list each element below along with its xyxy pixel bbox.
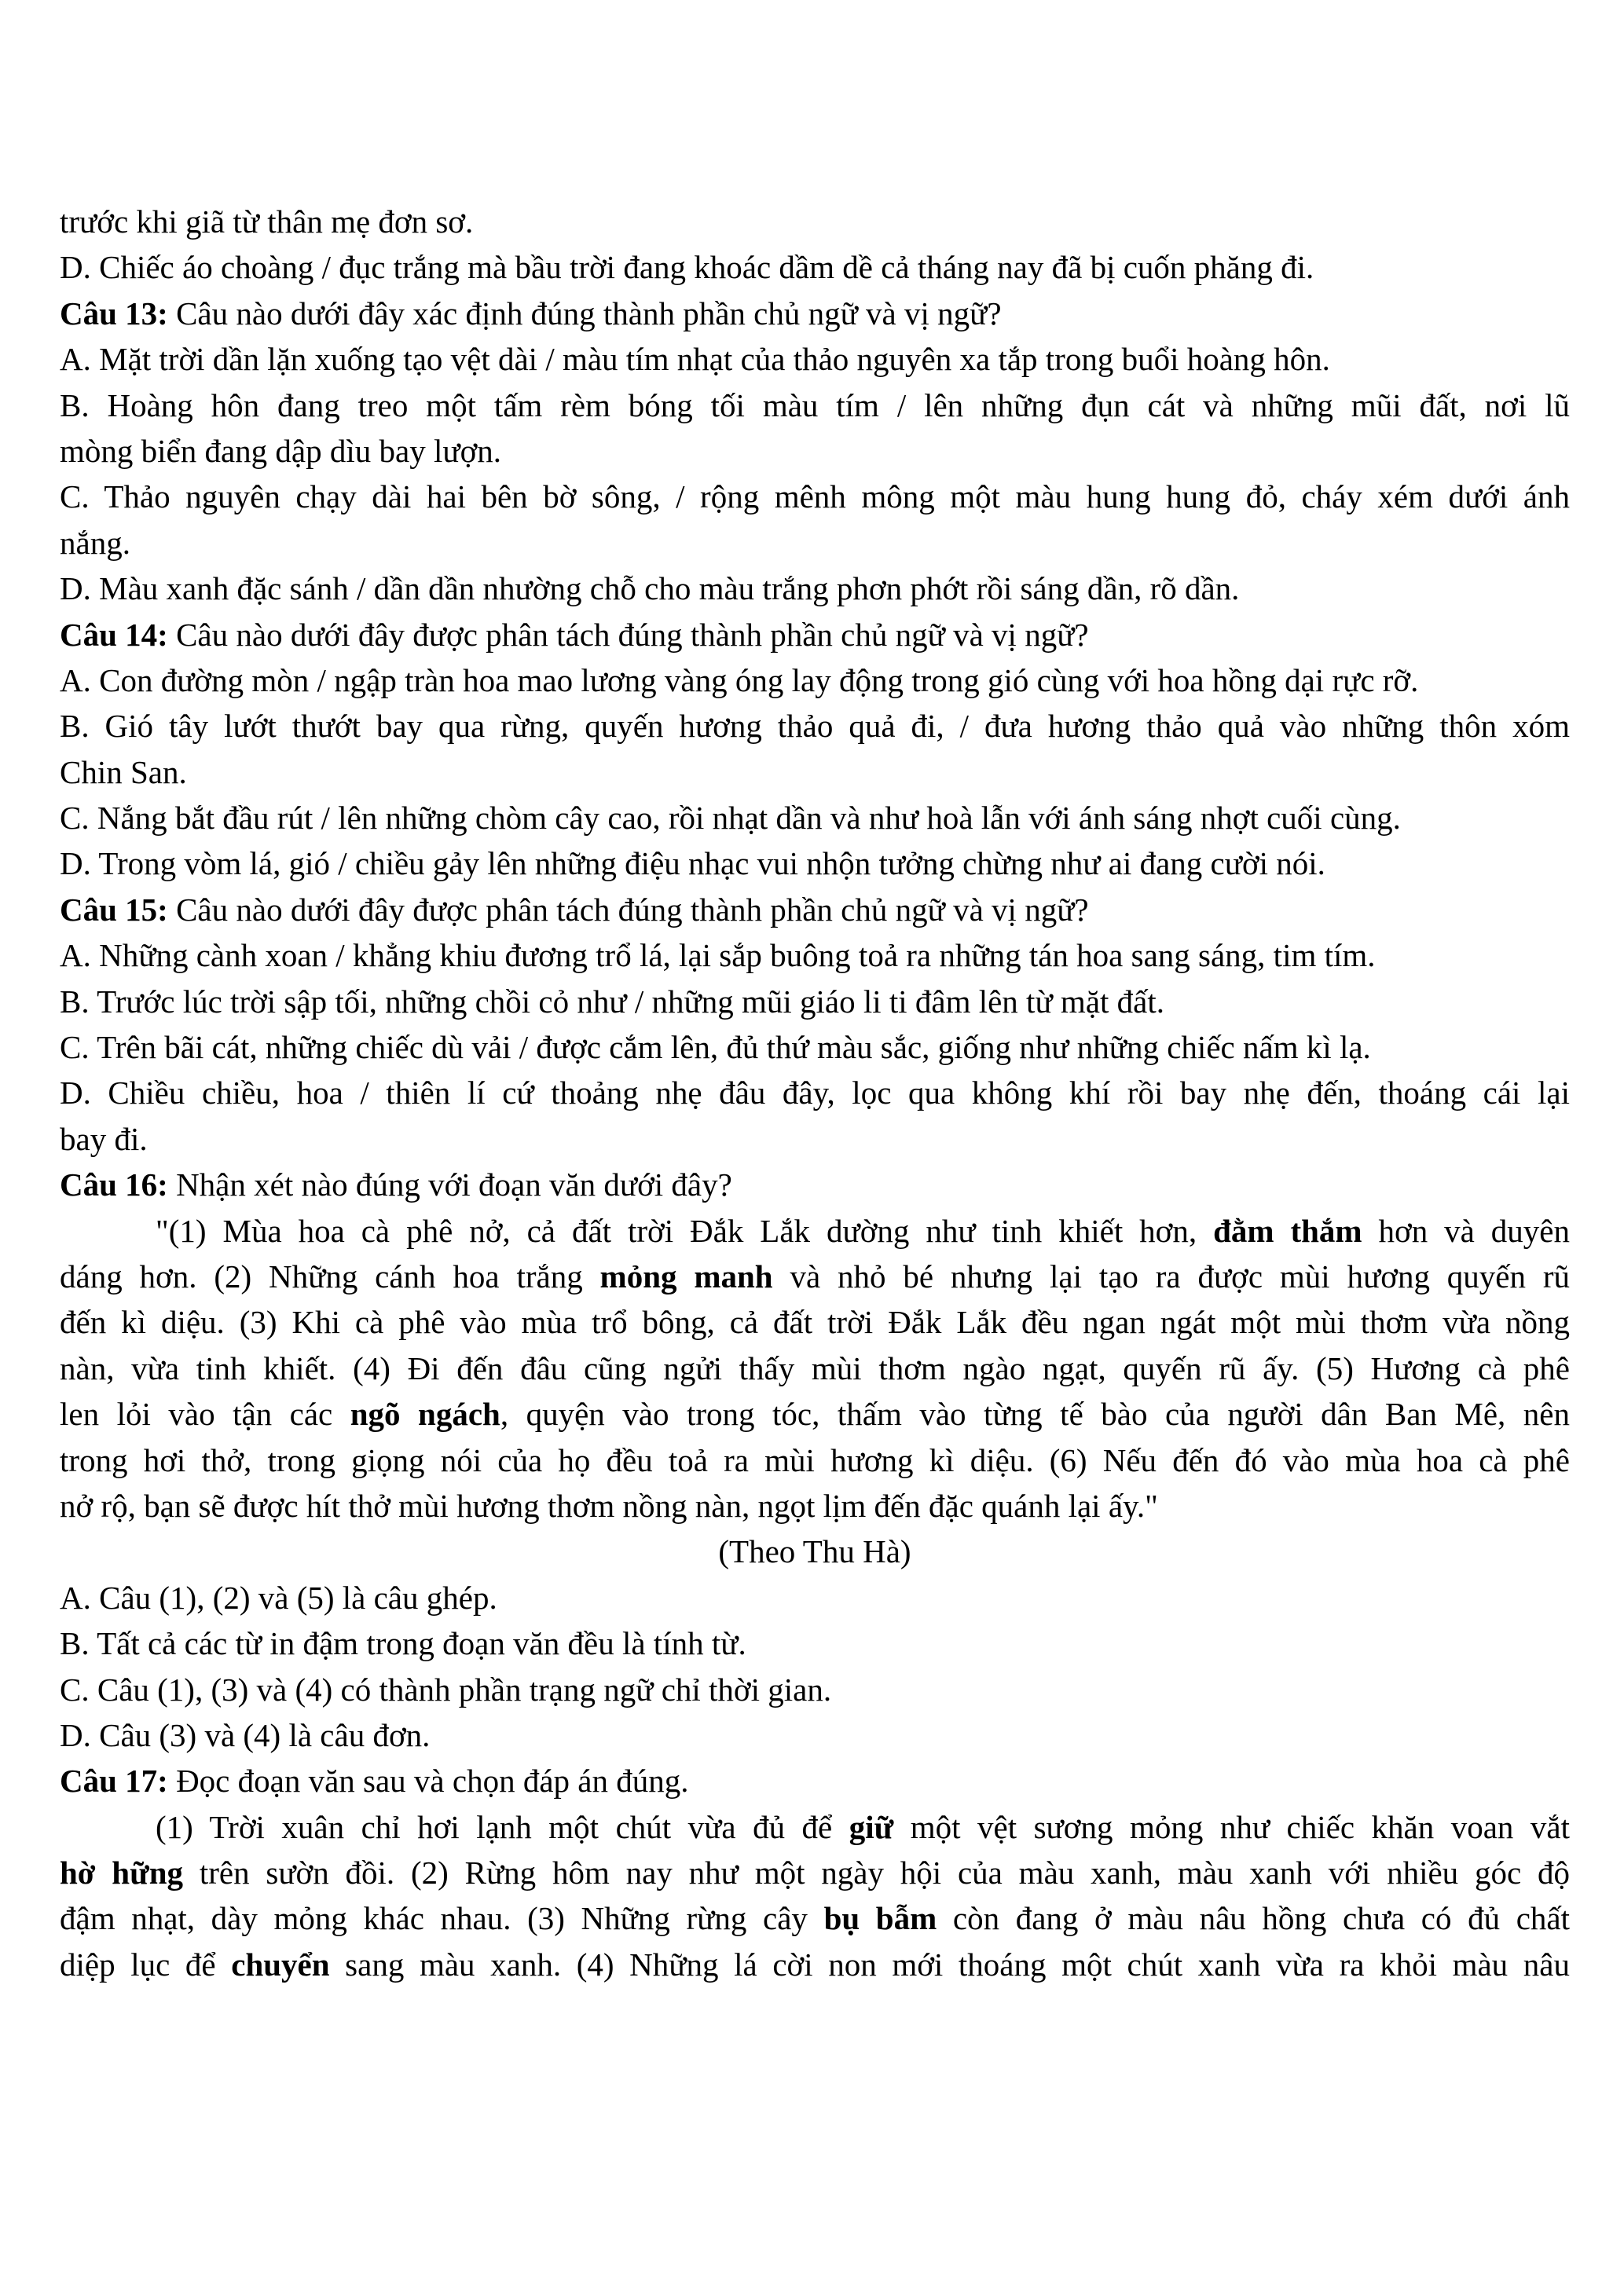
option-paragraph (60, 1024, 1570, 1070)
text-line (60, 383, 1570, 428)
text-line (60, 1116, 1570, 1162)
text: nàn, vừa tinh khiết. (4) Đi đến đâu cũng ngửi thấy mùi thơm ngào ngạt, quyến rũ ấy. (5) Hương cà phê (60, 1349, 1570, 1386)
text: đậm nhạt, dày mỏng khác nhau. (3) Những rừng cây (60, 1900, 824, 1937)
text-line (60, 979, 1570, 1024)
text-line (60, 887, 1570, 932)
question-paragraph (60, 887, 1570, 932)
text: Chin San. (60, 753, 187, 790)
text: C. Trên bãi cát, những chiếc dù vải / được cắm lên, đủ thứ màu sắc, giống như những chiếc nấm kì lạ. (60, 1029, 1371, 1066)
text-line (60, 1162, 1570, 1207)
text: B. Tất cả các từ in đậm trong đoạn văn đều là tính từ. (60, 1625, 746, 1662)
bold-text: Câu 14: (60, 616, 168, 653)
text: Câu nào dưới đây xác định đúng thành phần chủ ngữ và vị ngữ? (167, 295, 1002, 331)
text: A. Mặt trời dần lặn xuống tạo vệt dài / màu tím nhạt của thảo nguyên xa tắp trong buổi hoàng hôn. (60, 341, 1330, 378)
text-line (60, 474, 1570, 519)
option-paragraph (60, 657, 1570, 703)
text: D. Trong vòm lá, gió / chiều gảy lên những điệu nhạc vui nhộn tưởng chừng như ai đang cười nói. (60, 845, 1325, 882)
option-paragraph (60, 1667, 1570, 1712)
bold-text: Câu 16: (60, 1166, 168, 1203)
text-line (60, 612, 1570, 657)
text-line (60, 520, 1570, 566)
text: và nhỏ bé nhưng lại tạo ra được mùi hương quyến rũ (772, 1258, 1570, 1294)
bold-text: đằm thắm (1213, 1212, 1362, 1249)
bold-text: chuyển (231, 1946, 330, 1983)
passage-paragraph (60, 1208, 1570, 1529)
text: "(1) Mùa hoa cà phê nở, cả đất trời Đắk Lắk dường như tinh khiết hơn, (156, 1212, 1214, 1249)
text: A. Câu (1), (2) và (5) là câu ghép. (60, 1579, 497, 1616)
text: D. Chiếc áo choàng / đục trắng mà bầu trời đang khoác dầm dề cả tháng nay đã bị cuốn phăng đi. (60, 249, 1314, 286)
text: , quyện vào trong tóc, thấm vào từng tế bào của người dân Ban Mê, nên (500, 1396, 1570, 1433)
text-line (60, 244, 1570, 290)
text-line (60, 1070, 1570, 1115)
text: hơn và duyên (1362, 1212, 1570, 1249)
question-paragraph (60, 612, 1570, 657)
option-paragraph (60, 566, 1570, 611)
text-line (60, 336, 1570, 382)
text-line (60, 1208, 1570, 1254)
option-paragraph (60, 383, 1570, 474)
text: len lỏi vào tận các (60, 1396, 350, 1433)
text: B. Gió tây lướt thướt bay qua rừng, quyến hương thảo quả đi, / đưa hương thảo quả vào những thôn xóm (60, 708, 1570, 745)
text: đến kì diệu. (3) Khi cà phê vào mùa trổ bông, cả đất trời Đắk Lắk đều ngan ngát một mùi thơm vừa nồng (60, 1304, 1570, 1341)
option-paragraph (60, 199, 1570, 244)
bold-text: mỏng manh (599, 1258, 773, 1294)
text-line (60, 1667, 1570, 1712)
text-line (60, 566, 1570, 611)
text-line (60, 1391, 1570, 1437)
option-paragraph (60, 703, 1570, 795)
text-line (60, 1299, 1570, 1345)
bold-text: Câu 13: (60, 295, 168, 331)
text: bay đi. (60, 1120, 148, 1157)
text-line (60, 1804, 1570, 1850)
text: (Theo Thu Hà) (718, 1533, 911, 1570)
text: còn đang ở màu nâu hồng chưa có đủ chất (937, 1900, 1570, 1937)
text: dáng hơn. (2) Những cánh hoa trắng (60, 1258, 600, 1294)
text: A. Những cành xoan / khẳng khiu đương trổ lá, lại sắp buông toả ra những tán hoa sang sáng, tim tím. (60, 937, 1376, 974)
bold-text: ngõ ngách (350, 1396, 500, 1433)
text-line (60, 291, 1570, 336)
text: mòng biển đang dập dìu bay lượn. (60, 432, 502, 469)
text-line (60, 932, 1570, 978)
text: sang màu xanh. (4) Những lá cời non mới thoáng một chút xanh vừa ra khỏi màu nâu (329, 1946, 1570, 1983)
text-line (60, 703, 1570, 749)
text-line (60, 1437, 1570, 1483)
text-line (60, 1575, 1570, 1620)
text-line (60, 1529, 1570, 1574)
text: D. Màu xanh đặc sánh / dần dần nhường chỗ cho màu trắng phơn phớt rồi sáng dần, rõ dần. (60, 570, 1240, 607)
text: Câu nào dưới đây được phân tách đúng thành phần chủ ngữ và vị ngữ? (167, 616, 1089, 653)
bold-text: Câu 15: (60, 891, 168, 928)
text: A. Con đường mòn / ngập tràn hoa mao lương vàng óng lay động trong gió cùng với hoa hồng dại rực rỡ. (60, 661, 1419, 698)
text-line (60, 1483, 1570, 1529)
bold-text: bụ bẫm (823, 1900, 937, 1937)
text-line (60, 1620, 1570, 1666)
passage-paragraph (60, 1804, 1570, 1988)
question-paragraph (60, 291, 1570, 336)
text: D. Chiều chiều, hoa / thiên lí cứ thoảng nhẹ đâu đây, lọc qua không khí rồi bay nhẹ đến, thoáng cái lại (60, 1075, 1570, 1111)
text-line (60, 1895, 1570, 1941)
text: trong hơi thở, trong giọng nói của họ đều toả ra mùi hương kì diệu. (6) Nếu đến đó vào mùa hoa cà phê (60, 1441, 1570, 1478)
option-paragraph (60, 1070, 1570, 1162)
text: nắng. (60, 524, 130, 561)
option-paragraph (60, 840, 1570, 886)
text: D. Câu (3) và (4) là câu đơn. (60, 1716, 431, 1753)
option-paragraph (60, 1620, 1570, 1666)
text: B. Trước lúc trời sập tối, những chồi cỏ như / những mũi giáo li ti đâm lên từ mặt đất. (60, 983, 1164, 1020)
option-paragraph (60, 795, 1570, 840)
question-paragraph (60, 1162, 1570, 1207)
option-paragraph (60, 1575, 1570, 1620)
option-paragraph (60, 244, 1570, 290)
text-line (60, 1850, 1570, 1895)
text-line (60, 840, 1570, 886)
text-line (60, 1346, 1570, 1391)
text: Nhận xét nào đúng với đoạn văn dưới đây? (167, 1166, 732, 1203)
text-line (60, 1712, 1570, 1758)
text: trên sườn đồi. (2) Rừng hôm nay như một ngày hội của màu xanh, màu xanh với nhiều góc độ (183, 1855, 1570, 1891)
bold-text: Câu 17: (60, 1763, 168, 1800)
text: trước khi giã từ thân mẹ đơn sơ. (60, 203, 474, 240)
text: B. Hoàng hôn đang treo một tấm rèm bóng tối màu tím / lên những đụn cát và những mũi đất, nơi lũ (60, 386, 1570, 423)
text-line (60, 657, 1570, 703)
source-paragraph (60, 1529, 1570, 1574)
option-paragraph (60, 1712, 1570, 1758)
text: diệp lục để (60, 1946, 232, 1983)
text-line (60, 1024, 1570, 1070)
text-line (60, 749, 1570, 795)
text-line (60, 1254, 1570, 1299)
text: nở rộ, bạn sẽ được hít thở mùi hương thơm nồng nàn, ngọt lịm đến đặc quánh lại ấy." (60, 1487, 1158, 1524)
option-paragraph (60, 979, 1570, 1024)
text: một vệt sương mỏng như chiếc khăn voan vắt (893, 1808, 1570, 1845)
text: Câu nào dưới đây được phân tách đúng thành phần chủ ngữ và vị ngữ? (167, 891, 1089, 928)
option-paragraph (60, 932, 1570, 978)
document-page (60, 199, 1570, 1987)
option-paragraph (60, 336, 1570, 382)
text-line (60, 1758, 1570, 1803)
text: C. Nắng bắt đầu rút / lên những chòm cây cao, rồi nhạt dần và như hoà lẫn với ánh sáng nhợt cuối cùng. (60, 800, 1401, 837)
text-line (60, 199, 1570, 244)
text: C. Câu (1), (3) và (4) có thành phần trạng ngữ chỉ thời gian. (60, 1671, 832, 1708)
bold-text: giữ (849, 1808, 894, 1845)
text: C. Thảo nguyên chạy dài hai bên bờ sông, / rộng mênh mông một màu hung hung đỏ, cháy xém dưới ánh (60, 478, 1570, 515)
option-paragraph (60, 474, 1570, 566)
text: Đọc đoạn văn sau và chọn đáp án đúng. (167, 1763, 689, 1800)
question-paragraph (60, 1758, 1570, 1803)
text-line (60, 428, 1570, 474)
text-line (60, 1942, 1570, 1987)
text: (1) Trời xuân chỉ hơi lạnh một chút vừa đủ để (156, 1808, 849, 1845)
text-line (60, 795, 1570, 840)
bold-text: hờ hững (60, 1855, 184, 1891)
